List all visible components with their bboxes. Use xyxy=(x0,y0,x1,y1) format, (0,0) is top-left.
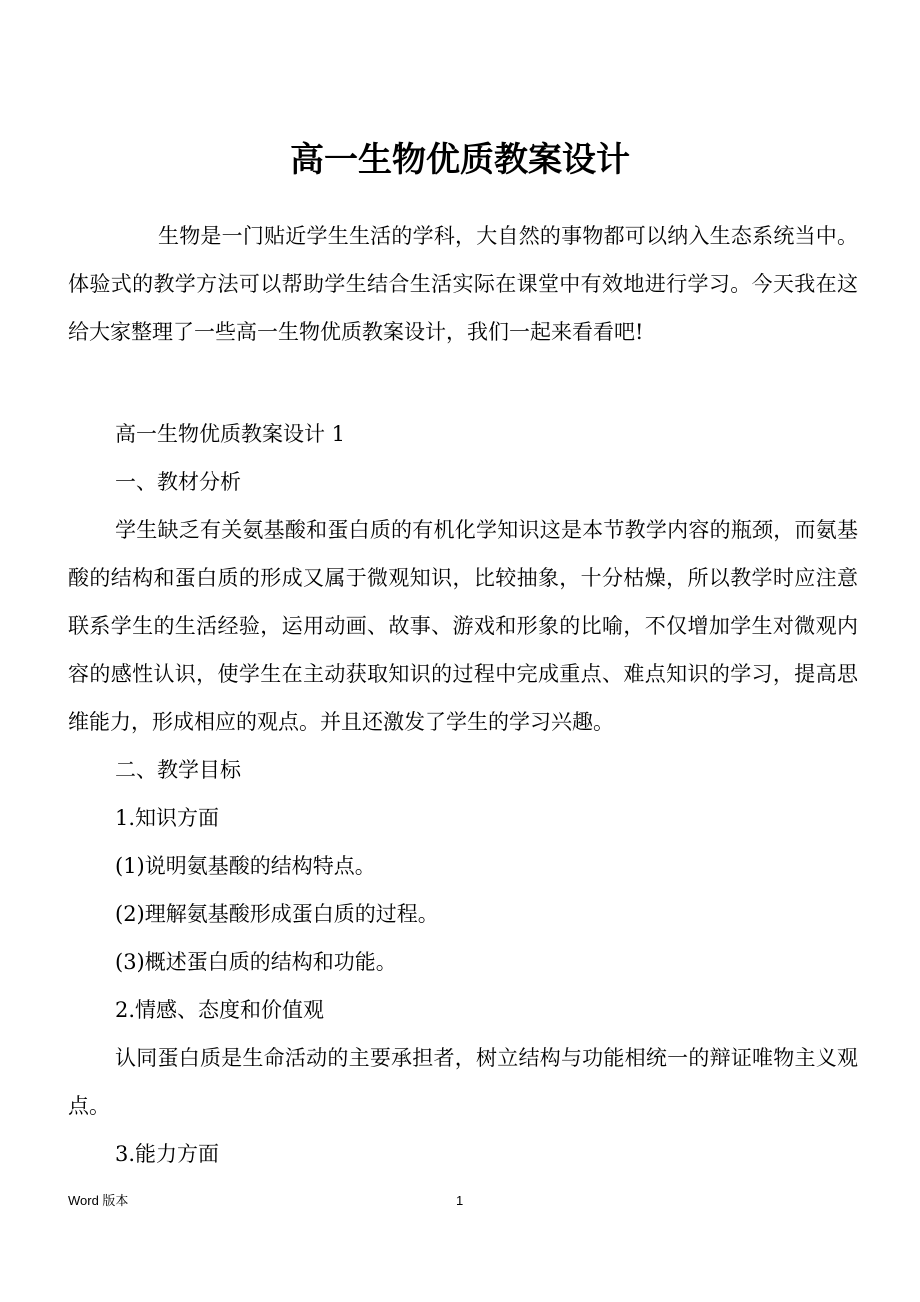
section-heading: 二、教学目标 xyxy=(115,758,241,782)
intro-paragraph: 生物是一门贴近学生生活的学科，大自然的事物都可以纳入生态系统当中。体验式的教学方法可以帮助学生结合生活实际在课堂中有效地进行学习。今天我在这给大家整理了一些高一生物优质教案设计，我们一起来看看吧! xyxy=(68,224,858,344)
section-heading: 一、教材分析 xyxy=(115,470,241,494)
section-heading: 3.能力方面 xyxy=(115,1142,220,1166)
section-heading: 2.情感、态度和价值观 xyxy=(115,998,325,1022)
body-paragraph: 认同蛋白质是生命活动的主要承担者，树立结构与功能相统一的辩证唯物主义观点。 xyxy=(68,1046,858,1118)
footer-label: Word 版本 xyxy=(68,1193,129,1208)
list-item: (3)概述蛋白质的结构和功能。 xyxy=(115,950,397,974)
main-content xyxy=(68,410,858,1178)
list-item: (1)说明氨基酸的结构特点。 xyxy=(115,854,376,878)
section-heading: 高一生物优质教案设计 1 xyxy=(115,422,346,446)
page-number: 1 xyxy=(456,1193,464,1208)
list-item: (2)理解氨基酸形成蛋白质的过程。 xyxy=(115,902,439,926)
body-paragraph: 学生缺乏有关氨基酸和蛋白质的有机化学知识这是本节教学内容的瓶颈，而氨基酸的结构和蛋白质的形成又属于微观知识，比较抽象，十分枯燥，所以教学时应注意联系学生的生活经验，运用动画、故事、游戏和形象的比喻，不仅增加学生对微观内容的感性认识，使学生在主动获取知识的过程中完成重点、难点知识的学习，提高思维能力，形成相应的观点。并且还激发了学生的学习兴趣。 xyxy=(68,518,858,734)
section-heading: 1.知识方面 xyxy=(115,806,220,830)
intro-section xyxy=(68,212,858,356)
document-title: 高一生物优质教案设计 xyxy=(290,140,630,180)
